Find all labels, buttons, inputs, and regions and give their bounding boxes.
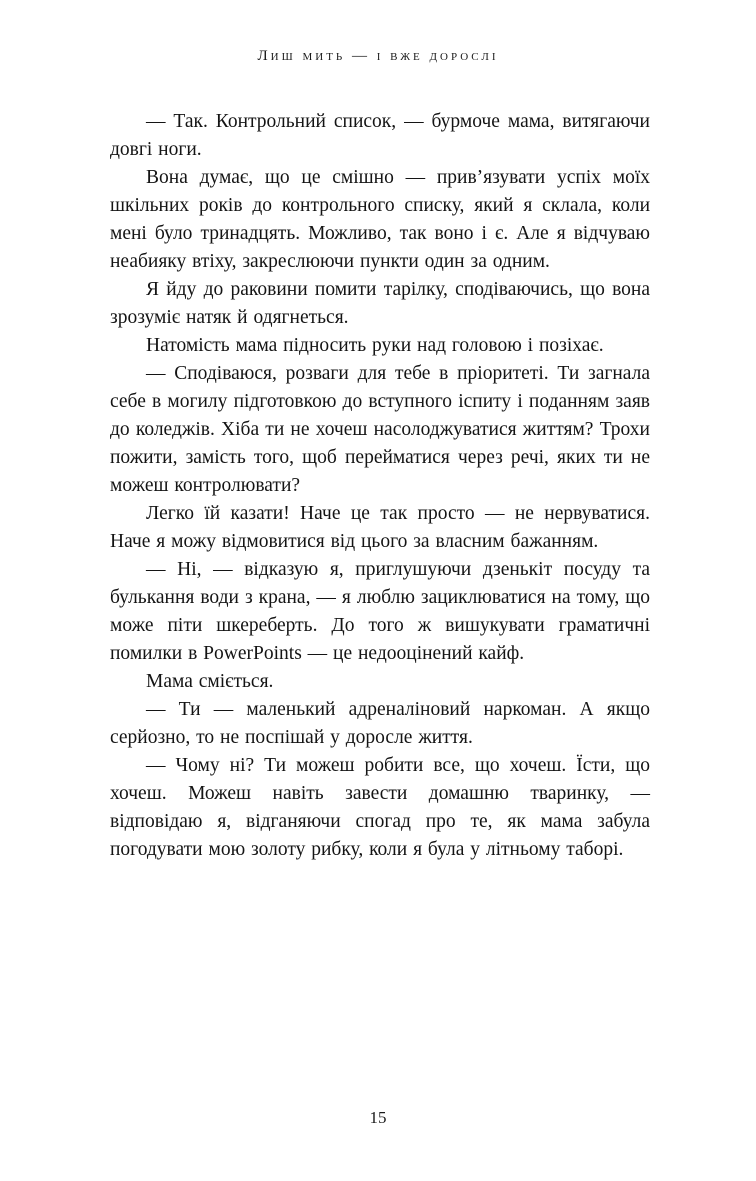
paragraph: — Сподіваюся, розваги для тебе в пріоритеті. Ти загнала себе в могилу підготовкою до вступного іспиту і поданням заяв до коледжів. Хіба ти не хочеш насолоджуватися життям? Трохи пожити, замість того, щоб перейматися через речі, яких ти не можеш контролювати? <box>110 363 650 496</box>
paragraph: Натомість мама підносить руки над головою і позіхає. <box>146 335 604 356</box>
running-header: Лиш мить — і вже дорослі <box>257 48 499 64</box>
paragraph: Я йду до раковини помити тарілку, сподіваючись, що вона зрозуміє натяк й одягнеться. <box>110 279 650 328</box>
paragraph: — Чому ні? Ти можеш робити все, що хочеш. Їсти, що хочеш. Можеш навіть завести домашню тваринку, — відповідаю я, відганяючи спогад про те, як мама забула погодувати мою золоту рибку, коли я була у літньому таборі. <box>110 755 650 860</box>
paragraph: Вона думає, що це смішно — прив’язувати успіх моїх шкільних років до контрольного списку, який я склала, коли мені було тринадцять. Можливо, так воно і є. Але я відчуваю неабияку втіху, закреслюючи пункти один за одним. <box>110 167 650 272</box>
paragraph: — Ні, — відказую я, приглушуючи дзенькіт посуду та булькання води з крана, — я люблю зациклюватися на тому, що може піти шкереберть. До того ж вишукувати граматичні помилки в PowerPoints — це недооцінений кайф. <box>110 559 650 664</box>
paragraph: Легко їй казати! Наче це так просто — не нервуватися. Наче я можу відмовитися від цього за власним бажанням. <box>110 503 650 552</box>
paragraph: Мама сміється. <box>146 671 274 692</box>
paragraph: — Ти — маленький адреналіновий наркоман. А якщо серйозно, то не поспішай у доросле життя. <box>110 699 650 748</box>
page-number: 15 <box>369 1108 387 1127</box>
paragraph: — Так. Контрольний список, — бурмоче мама, витягаючи довгі ноги. <box>110 111 650 160</box>
body-text <box>110 108 650 864</box>
